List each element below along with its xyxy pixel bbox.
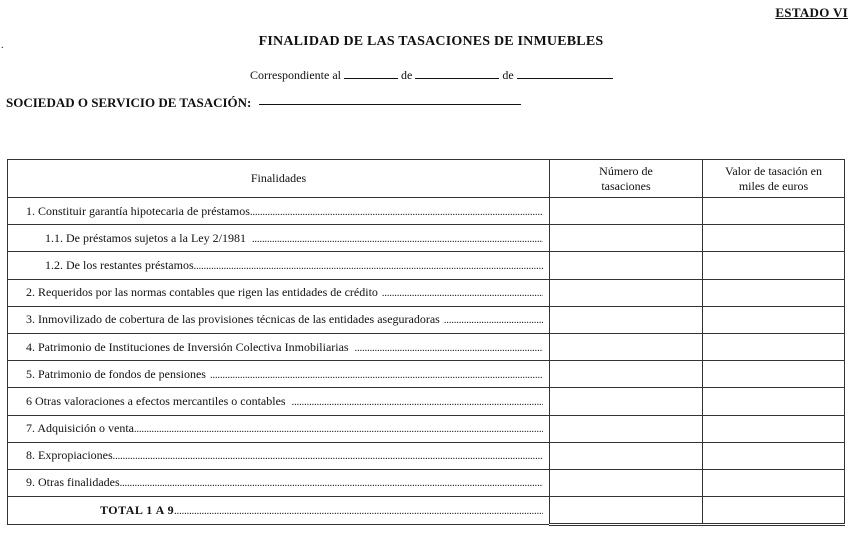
table-row bbox=[8, 225, 845, 252]
number-cell[interactable] bbox=[550, 361, 703, 388]
table-row bbox=[8, 333, 845, 360]
table-row bbox=[8, 279, 845, 306]
number-cell[interactable] bbox=[550, 388, 703, 415]
value-cell[interactable] bbox=[703, 279, 845, 306]
row-label: 7. Adquisición o venta ..... bbox=[8, 415, 550, 442]
row-label: 3. Inmovilizado de cobertura de las provisiones técnicas de las entidades aseguradoras ..... bbox=[8, 306, 550, 333]
column-header-numero: Número de tasaciones bbox=[550, 160, 703, 198]
row-label: 2. Requeridos por las normas contables que rigen las entidades de crédito ..... bbox=[8, 279, 550, 306]
table-header-row bbox=[8, 160, 845, 198]
sociedad-line bbox=[6, 95, 521, 111]
total-value-cell[interactable] bbox=[703, 497, 845, 525]
period-prefix: Correspondiente al bbox=[250, 68, 341, 82]
table-row bbox=[8, 415, 845, 442]
number-cell[interactable] bbox=[550, 415, 703, 442]
table-row bbox=[8, 252, 845, 279]
stray-mark: . bbox=[1, 40, 4, 51]
value-cell[interactable] bbox=[703, 415, 845, 442]
row-label: 6 Otras valoraciones a efectos mercantiles o contables ..... bbox=[8, 388, 550, 415]
number-cell[interactable] bbox=[550, 225, 703, 252]
value-cell[interactable] bbox=[703, 252, 845, 279]
value-cell[interactable] bbox=[703, 361, 845, 388]
table-row bbox=[8, 388, 845, 415]
row-label: 9. Otras finalidades ..... bbox=[8, 469, 550, 496]
period-month-field[interactable] bbox=[415, 66, 499, 79]
total-row bbox=[8, 497, 845, 525]
period-de-2: de bbox=[502, 68, 514, 82]
sociedad-label: SOCIEDAD O SERVICIO DE TASACIÓN: bbox=[6, 95, 252, 110]
number-cell[interactable] bbox=[550, 442, 703, 469]
row-label: 1. Constituir garantía hipotecaria de préstamos ..... bbox=[8, 198, 550, 225]
table-row bbox=[8, 442, 845, 469]
sociedad-field[interactable] bbox=[259, 103, 521, 105]
period-year-field[interactable] bbox=[517, 66, 613, 79]
page-title: FINALIDAD DE LAS TASACIONES DE INMUEBLES bbox=[258, 34, 604, 49]
purposes-table bbox=[7, 159, 845, 526]
number-cell[interactable] bbox=[550, 469, 703, 496]
number-cell[interactable] bbox=[550, 279, 703, 306]
value-cell[interactable] bbox=[703, 469, 845, 496]
row-label: 4. Patrimonio de Instituciones de Inversión Colectiva Inmobiliarias ..... bbox=[8, 333, 550, 360]
row-label: 8. Expropiaciones ..... bbox=[8, 442, 550, 469]
value-cell[interactable] bbox=[703, 442, 845, 469]
period-line bbox=[250, 66, 613, 83]
total-number-cell[interactable] bbox=[550, 497, 703, 525]
number-cell[interactable] bbox=[550, 306, 703, 333]
table-row bbox=[8, 198, 845, 225]
row-label: 1.2. De los restantes préstamos ..... bbox=[8, 252, 550, 279]
table-row bbox=[8, 361, 845, 388]
column-header-valor: Valor de tasación en miles de euros bbox=[703, 160, 845, 198]
value-cell[interactable] bbox=[703, 198, 845, 225]
table-row bbox=[8, 469, 845, 496]
value-cell[interactable] bbox=[703, 306, 845, 333]
row-label: 5. Patrimonio de fondos de pensiones ..... bbox=[8, 361, 550, 388]
number-cell[interactable] bbox=[550, 252, 703, 279]
document-code: ESTADO VI bbox=[775, 5, 848, 20]
value-cell[interactable] bbox=[703, 225, 845, 252]
table-row bbox=[8, 306, 845, 333]
value-cell[interactable] bbox=[703, 333, 845, 360]
value-cell[interactable] bbox=[703, 388, 845, 415]
column-header-finalidades: Finalidades bbox=[8, 160, 550, 198]
period-de-1: de bbox=[400, 68, 413, 82]
period-day-field[interactable] bbox=[344, 66, 398, 79]
number-cell[interactable] bbox=[550, 198, 703, 225]
row-label: 1.1. De préstamos sujetos a la Ley 2/1981 ..... bbox=[8, 225, 550, 252]
total-label: TOTAL 1 A 9 ..... bbox=[8, 497, 550, 525]
number-cell[interactable] bbox=[550, 333, 703, 360]
